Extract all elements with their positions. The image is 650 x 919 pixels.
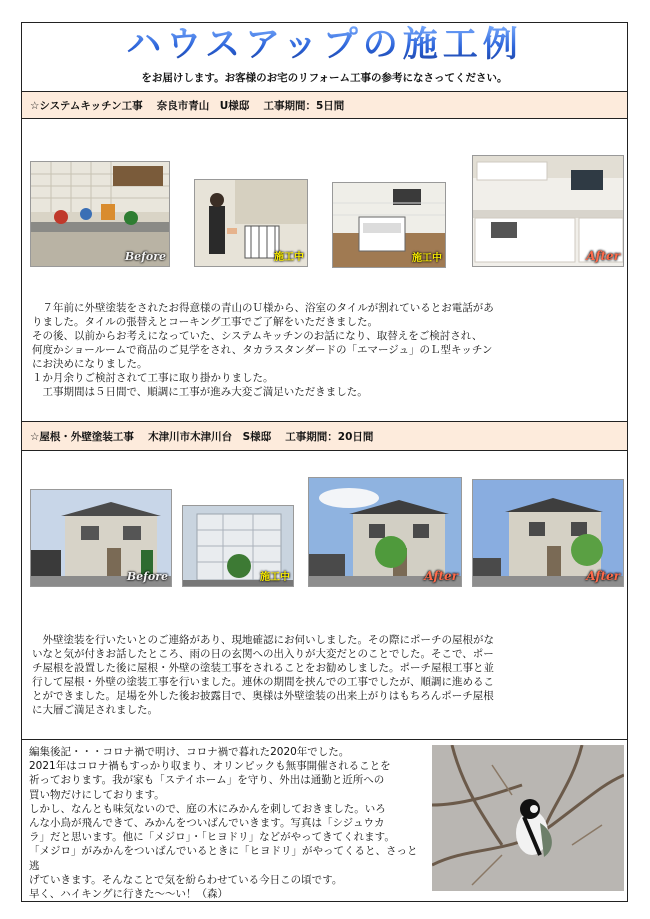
text-line: 「メジロ」がみかんをついばんでいるときに「ヒヨドリ」がやってくると、さっと逃 [29,845,418,872]
text-line: １か月余りご検討されて工事に取り掛かりました。 [32,372,274,384]
photo-exterior-before [30,489,172,587]
text-line: しかし、なんとも味気ないので、庭の木にみかんを刺しておきました。いろ [29,802,386,815]
text-line: 祈っております。我が家も「ステイホーム」を守り、外出は通勤と近所への [29,774,385,787]
section-heading-kitchen [22,91,627,119]
photo-label: After [586,249,620,263]
photo-label: 施工中 [274,252,304,263]
text-line: とができました。足場を外した後お披露目で、奥様は外壁塗装の出来上がりはもちろんポーチ屋根 [32,690,494,702]
text-line: 外壁塗装を行いたいとのご連絡があり、現地確認にお伺いしました。その際にポーチの屋根がな [32,634,494,646]
page-title: ハウスアップの施工例 [126,25,523,65]
section-heading-text: ☆屋根・外壁塗装工事 木津川市木津川台 S様邸 工事期間：20日間 [30,430,374,443]
text-line: いなと気が付きお話したところ、雨の日の玄関への出入りが大変だとのことでした。そこで、ポー [32,648,494,660]
exterior-description [32,633,622,717]
text-line: 編集後記・・・コロナ禍で明け、コロナ禍で暮れた2020年でした。 [29,746,350,758]
text-line: げていきます。そんなことで気を紛らわせている今日この頃です。 [29,873,343,886]
text-line: 早く、ハイキングに行きた～～い！（森） [29,888,228,901]
text-line: りました。タイルの張替えとコーキング工事でご了解をいただきました。 [32,316,378,328]
photo-kitchen-before [30,161,170,267]
photo-label: 施工中 [412,253,442,264]
text-line: ラ」だと思います。他に「メジロ」・「ヒヨドリ」などがやってきてくれます。 [29,831,395,844]
section-divider [22,739,627,740]
text-line: にお決めになりました。 [32,358,148,370]
photo-exterior-after-1 [308,477,462,587]
editor-note [29,745,425,901]
photo-kitchen-progress-2 [332,182,446,268]
section-heading-text: ☆システムキッチン工事 奈良市青山 U様邸 工事期間：5日間 [30,99,345,112]
photo-label: 施工中 [260,572,290,583]
text-line: んな小鳥が飛んできて、みかんをついばんでいきます。写真は「シジュウカ [29,817,385,830]
photo-label: After [586,569,620,583]
photo-label: Before [124,250,166,263]
photo-label: After [424,569,458,583]
text-line: 買い物だけにしております。 [29,788,165,801]
text-line: 2021年はコロナ禍もすっかり収まり、オリンピックも無事開催されることを [29,760,391,773]
photo-kitchen-after [472,155,624,267]
section-heading-exterior [22,421,627,451]
photo-exterior-after-2 [472,479,624,587]
text-line: ７年前に外壁塗装をされたお得意様の青山のＵ様から、浴室のタイルが割れているとお電話があ [32,302,494,314]
title-area [22,23,627,67]
text-line: に大層ご満足されました。 [32,704,158,716]
photo-label: Before [126,570,168,583]
text-line: チ屋根を設置した後に屋根・外壁の塗装工事をされることをお勧めしました。ポーチ屋根工事と並 [32,662,494,674]
photo-exterior-progress [182,505,294,587]
photo-kitchen-progress-1 [194,179,308,267]
page-subtitle: をお届けします。お客様のお宅のリフォーム工事の参考になさってください。 [141,72,508,84]
text-line: その後、以前からお考えになっていた、システムキッチンのお話になり、取替えをご検討され、 [32,330,483,342]
kitchen-description [32,301,622,399]
newsletter-frame [21,22,628,902]
text-line: 行して屋根・外壁の塗装工事を行いました。連休の期間を挟んでの工事でしたが、順調に進めるこ [32,676,494,688]
photo-bird [432,745,624,891]
text-line: 何度かショールームで商品のご見学をされ、タカラスタンダードの「エマージュ」のＬ型キッチン [32,344,493,356]
text-line: 工事期間は５日間で、順調に工事が進み大変ご満足いただきました。 [32,386,368,398]
